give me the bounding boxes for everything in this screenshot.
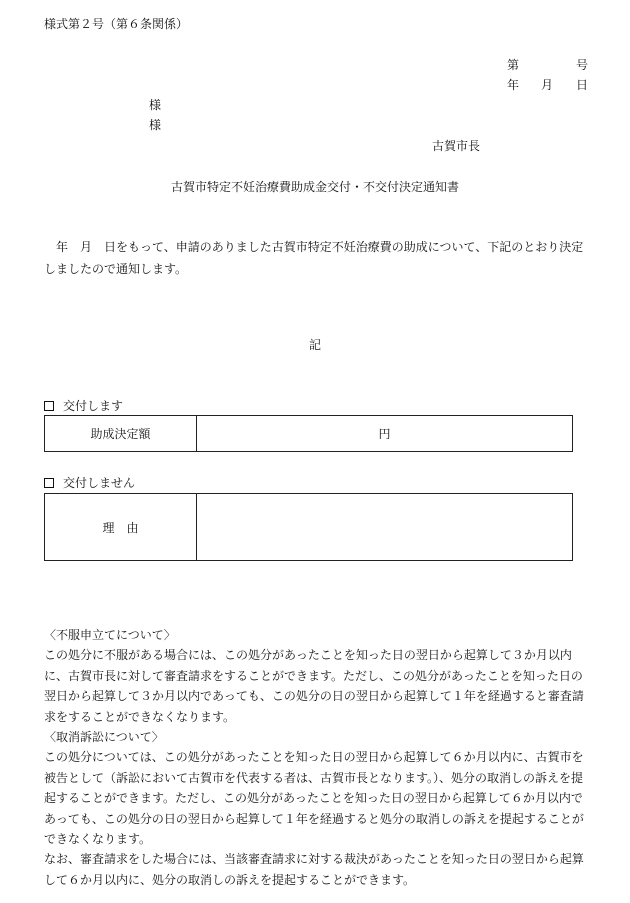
date-month-label: 月 [541,78,554,92]
grant-amount-field[interactable] [197,416,573,452]
document-title: 古賀市特定不妊治療費助成金交付・不交付決定通知書 [170,180,459,194]
issuer-name: 古賀市長 [432,139,481,153]
grant-table [44,415,573,452]
document-number-prefix: 第 [507,58,520,72]
lawsuit-text: この処分については、この処分があったことを知った日の翌日から起算して６か月以内に、古賀市を被告として（訴訟において古賀市を代表する者は、古賀市長となります。）、処分の取消しの訴えを提起することができます。ただし、この処分があったことを知った日の翌日から起算して６か月以内であっても、この処分の日の翌日から起算して１年を経過すると処分の取消しの訴えを提起することができなくなります。 [44,750,584,847]
grant-amount-label: 助成決定額 [45,416,197,452]
date-day-label: 日 [576,78,589,92]
grant-option[interactable] [44,398,123,414]
addressee-honorific-2: 様 [149,118,162,132]
grant-option-label: 交付します [63,399,124,413]
checkbox-icon[interactable] [44,478,54,488]
notes-section [44,625,592,890]
form-number: 様式第２号（第６条関係） [44,17,189,31]
checkbox-icon[interactable] [44,401,54,411]
objection-heading: 〈不服申立てについて〉 [44,628,176,642]
date-year-label: 年 [507,78,520,92]
addressee-honorific-1: 様 [149,98,162,112]
nogrant-option-label: 交付しません [63,476,136,490]
nogrant-table [44,493,573,561]
grant-amount-unit: 円 [378,427,391,441]
lawsuit-heading: 〈取消訴訟について〉 [44,730,164,745]
intro-paragraph: 年 月 日をもって、申請のありました古賀市特定不妊治療費の助成について、下記のとおり決定しましたので通知します。 [44,240,584,276]
ki-heading: 記 [308,338,321,352]
final-note-text: なお、審査請求をした場合には、当該審査請求に対する裁決があったことを知った日の翌日から起算して６か月以内に、処分の取消しの訴えを提起することができます。 [44,852,584,887]
reason-field[interactable] [197,494,573,561]
reason-label: 理 由 [45,494,197,561]
document-number-suffix: 号 [576,58,589,72]
nogrant-option[interactable] [44,475,135,491]
objection-text: この処分に不服がある場合には、この処分があったことを知った日の翌日から起算して３か月以内に、古賀市長に対して審査請求をすることができます。ただし、この処分があったことを知った日の翌日から起算して３か月以内であっても、この処分の日の翌日から起算して１年を経過すると審査請求をすることができなくなります。 [44,648,584,724]
